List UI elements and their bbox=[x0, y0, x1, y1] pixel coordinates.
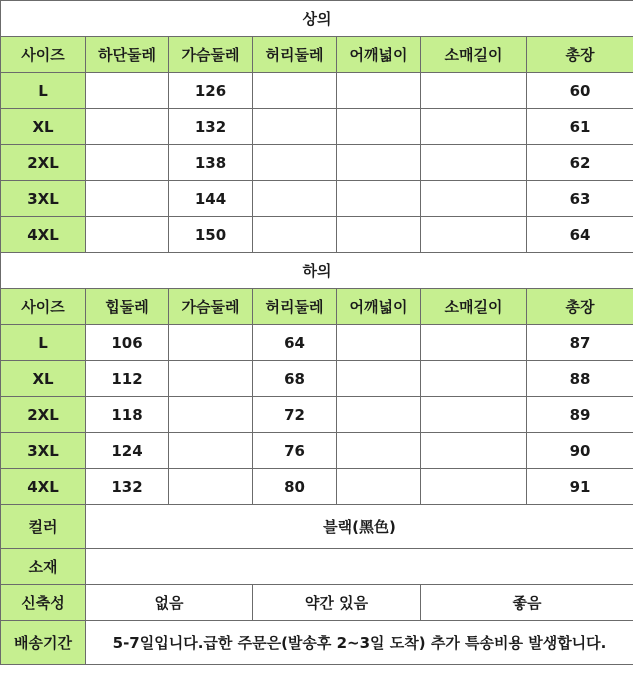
bottom-value-cell: 124 bbox=[86, 433, 169, 469]
top-header-cell: 사이즈 bbox=[1, 37, 86, 73]
top-value-cell: 150 bbox=[169, 217, 253, 253]
color-row bbox=[1, 505, 633, 549]
top-value-cell: 64 bbox=[527, 217, 633, 253]
top-header-cell: 가슴둘레 bbox=[169, 37, 253, 73]
bottom-value-cell: 68 bbox=[253, 361, 337, 397]
bottom-data-row bbox=[1, 469, 633, 505]
bottom-value-cell bbox=[169, 433, 253, 469]
top-value-cell bbox=[253, 109, 337, 145]
material-value bbox=[86, 549, 633, 585]
bottom-value-cell bbox=[169, 397, 253, 433]
bottom-value-cell: 106 bbox=[86, 325, 169, 361]
top-value-cell bbox=[337, 73, 421, 109]
bottom-header-cell: 사이즈 bbox=[1, 289, 86, 325]
bottom-size-cell: 3XL bbox=[1, 433, 86, 469]
bottom-value-cell bbox=[421, 397, 527, 433]
bottom-size-cell: L bbox=[1, 325, 86, 361]
shipping-value: 5-7일입니다.급한 주문은(발송후 2~3일 도착) 추가 특송비용 발생합니다. bbox=[86, 621, 633, 665]
top-header-cell: 소매길이 bbox=[421, 37, 527, 73]
top-value-cell bbox=[86, 181, 169, 217]
top-size-cell: XL bbox=[1, 109, 86, 145]
top-data-row bbox=[1, 109, 633, 145]
top-value-cell: 62 bbox=[527, 145, 633, 181]
bottom-header-cell: 가슴둘레 bbox=[169, 289, 253, 325]
top-data-row bbox=[1, 217, 633, 253]
bottom-section-title: 하의 bbox=[1, 253, 633, 289]
bottom-value-cell bbox=[421, 433, 527, 469]
bottom-header-cell: 소매길이 bbox=[421, 289, 527, 325]
top-size-cell: L bbox=[1, 73, 86, 109]
bottom-value-cell: 80 bbox=[253, 469, 337, 505]
bottom-data-row bbox=[1, 433, 633, 469]
top-value-cell: 60 bbox=[527, 73, 633, 109]
bottom-value-cell bbox=[169, 469, 253, 505]
material-label: 소재 bbox=[1, 549, 86, 585]
top-value-cell: 138 bbox=[169, 145, 253, 181]
top-value-cell bbox=[253, 73, 337, 109]
stretch-option-none: 없음 bbox=[86, 585, 253, 621]
top-value-cell bbox=[337, 145, 421, 181]
stretch-option-slight: 약간 있음 bbox=[253, 585, 421, 621]
top-value-cell bbox=[253, 145, 337, 181]
top-value-cell bbox=[337, 217, 421, 253]
bottom-value-cell: 90 bbox=[527, 433, 633, 469]
shipping-label: 배송기간 bbox=[1, 621, 86, 665]
top-value-cell bbox=[421, 109, 527, 145]
top-data-row bbox=[1, 73, 633, 109]
top-value-cell bbox=[337, 109, 421, 145]
bottom-value-cell bbox=[337, 325, 421, 361]
top-value-cell: 144 bbox=[169, 181, 253, 217]
bottom-header-cell: 어깨넓이 bbox=[337, 289, 421, 325]
top-section bbox=[1, 1, 633, 253]
top-value-cell bbox=[86, 217, 169, 253]
bottom-header-cell: 허리둘레 bbox=[253, 289, 337, 325]
bottom-value-cell: 89 bbox=[527, 397, 633, 433]
bottom-value-cell: 91 bbox=[527, 469, 633, 505]
top-header-cell: 총장 bbox=[527, 37, 633, 73]
top-size-cell: 2XL bbox=[1, 145, 86, 181]
top-value-cell bbox=[337, 181, 421, 217]
bottom-size-cell: 2XL bbox=[1, 397, 86, 433]
bottom-size-cell: 4XL bbox=[1, 469, 86, 505]
bottom-value-cell: 72 bbox=[253, 397, 337, 433]
bottom-value-cell: 76 bbox=[253, 433, 337, 469]
color-value: 블랙(黑色) bbox=[86, 505, 633, 549]
top-value-cell: 61 bbox=[527, 109, 633, 145]
top-value-cell: 132 bbox=[169, 109, 253, 145]
bottom-data-row bbox=[1, 325, 633, 361]
stretch-option-good: 좋음 bbox=[421, 585, 633, 621]
bottom-value-cell: 118 bbox=[86, 397, 169, 433]
bottom-header-cell: 힙둘레 bbox=[86, 289, 169, 325]
bottom-value-cell bbox=[337, 361, 421, 397]
top-value-cell bbox=[421, 145, 527, 181]
bottom-data-row bbox=[1, 361, 633, 397]
bottom-value-cell bbox=[421, 469, 527, 505]
bottom-value-cell bbox=[337, 469, 421, 505]
top-value-cell bbox=[421, 181, 527, 217]
info-section bbox=[1, 505, 633, 665]
bottom-value-cell: 112 bbox=[86, 361, 169, 397]
bottom-value-cell bbox=[169, 325, 253, 361]
color-label: 컬러 bbox=[1, 505, 86, 549]
top-value-cell bbox=[253, 217, 337, 253]
top-value-cell bbox=[421, 73, 527, 109]
top-header-cell: 허리둘레 bbox=[253, 37, 337, 73]
top-value-cell bbox=[253, 181, 337, 217]
top-value-cell: 63 bbox=[527, 181, 633, 217]
top-header-cell: 하단둘레 bbox=[86, 37, 169, 73]
shipping-row bbox=[1, 621, 633, 665]
bottom-value-cell bbox=[169, 361, 253, 397]
top-value-cell bbox=[86, 109, 169, 145]
bottom-value-cell bbox=[337, 433, 421, 469]
material-row bbox=[1, 549, 633, 585]
top-size-cell: 3XL bbox=[1, 181, 86, 217]
top-size-cell: 4XL bbox=[1, 217, 86, 253]
bottom-value-cell: 87 bbox=[527, 325, 633, 361]
bottom-value-cell: 132 bbox=[86, 469, 169, 505]
bottom-header-row bbox=[1, 289, 633, 325]
bottom-header-cell: 총장 bbox=[527, 289, 633, 325]
stretch-label: 신축성 bbox=[1, 585, 86, 621]
bottom-value-cell: 88 bbox=[527, 361, 633, 397]
bottom-data-row bbox=[1, 397, 633, 433]
stretch-row bbox=[1, 585, 633, 621]
top-value-cell bbox=[86, 145, 169, 181]
top-header-row bbox=[1, 37, 633, 73]
top-data-row bbox=[1, 181, 633, 217]
top-value-cell: 126 bbox=[169, 73, 253, 109]
bottom-value-cell bbox=[421, 361, 527, 397]
top-value-cell bbox=[421, 217, 527, 253]
bottom-value-cell: 64 bbox=[253, 325, 337, 361]
top-data-row bbox=[1, 145, 633, 181]
bottom-value-cell bbox=[337, 397, 421, 433]
top-value-cell bbox=[86, 73, 169, 109]
bottom-size-cell: XL bbox=[1, 361, 86, 397]
bottom-section bbox=[1, 253, 633, 505]
top-section-title: 상의 bbox=[1, 1, 633, 37]
bottom-value-cell bbox=[421, 325, 527, 361]
top-header-cell: 어깨넓이 bbox=[337, 37, 421, 73]
